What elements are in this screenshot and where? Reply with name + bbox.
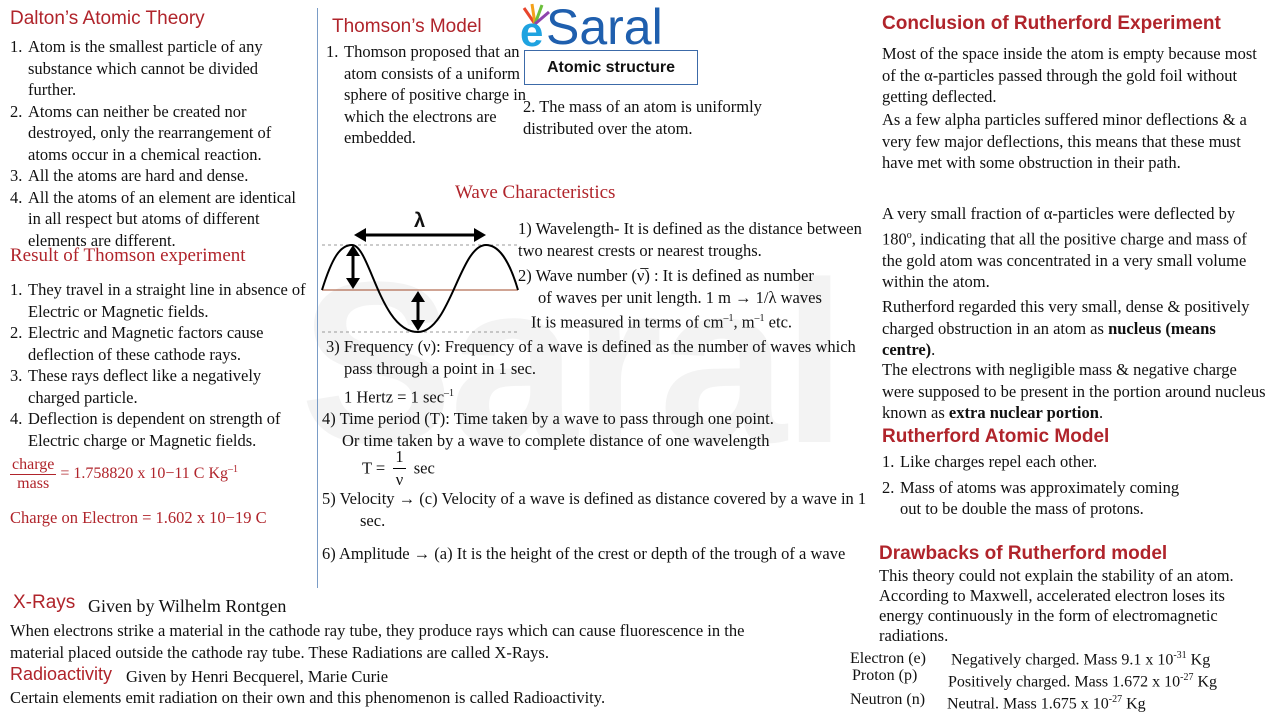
charge-mass-fraction: $\frac{\text{charge}}{\text{mass}}$ xyxy=(12,456,55,492)
thomson-model-title: Thomson’s Model xyxy=(332,16,482,37)
wave-number: 2) Wave number (ν̅) : It is defined as number of waves per unit length. 1 m → 1/λ waves It is measured in terms of $cm^{-1}$, $m^{-1}$ etc. xyxy=(518,266,822,332)
wave-amplitude: 6) Amplitude → (a) It is the height of the crest or depth of the trough of a wave xyxy=(322,544,846,563)
wave-wavelength: 1) Wavelength- It is defined as the distance between two nearest crests or nearest troughs. xyxy=(518,219,862,260)
dalton-list xyxy=(10,36,310,251)
charge-mass-ratio: $\frac{\text{charge}}{\text{mass}}$ = 1.758820 x 10−11 C $Kg^{-1}$ xyxy=(12,456,239,492)
drawbacks-title: Drawbacks of Rutherford model xyxy=(879,543,1168,564)
xrays-text: When electrons strike a material in the cathode ray tube, they produce rays which can cause fluorescence in the material placed outside the cathode ray tube. These Radiations are called X-Rays. xyxy=(10,621,745,662)
rutherford-conclusion-p1: Most of the space inside the atom is empty because most of the α-particles passed through the gold foil without getting deflected. xyxy=(882,44,1257,106)
wave-velocity: 5) Velocity → (c) Velocity of a wave is defined as distance covered by a wave in 1 sec. xyxy=(322,489,867,530)
thomson-result-item: 1. They travel in a straight line in absence of Electric or Magnetic fields. xyxy=(10,280,306,321)
rutherford-model-list xyxy=(882,451,1182,520)
dalton-title: Dalton’s Atomic Theory xyxy=(10,8,205,29)
wave-time-period: 4) Time period (T): Time taken by a wave to pass through one point. Or time taken by a wave to complete distance of one wavelength xyxy=(322,409,774,450)
thomson-result-title: Result of Thomson experiment xyxy=(10,245,246,266)
rutherford-model-item: 1. Like charges repel each other. xyxy=(882,452,1098,471)
logo-saral: Saral xyxy=(546,0,663,55)
particle-row-neutron: Neutron (n) Neutral. Mass 1.675 x $10^{-27}$ Kg xyxy=(850,691,1146,713)
electron-charge: Charge on Electron = 1.602 x 10−19 C xyxy=(10,508,267,527)
drawbacks-text: This theory could not explain the stability of an atom. According to Maxwell, accelerated electron loses its energy continuously in the form of electromagnetic radiations. xyxy=(879,566,1234,645)
wave-frequency: 3) Frequency (ν): Frequency of a wave is defined as the number of waves which pass through a point in 1 sec. xyxy=(326,337,856,378)
thomson-model-item2: 2. The mass of an atom is uniformly distributed over the atom. xyxy=(523,97,762,138)
rutherford-conclusion-p5: The electrons with negligible mass & negative charge were supposed to be present in the portion around nucleus known as extra nuclear portion. xyxy=(882,360,1266,422)
rutherford-model-item: 2. Mass of atoms was approximately coming out to be double the mass of protons. xyxy=(882,477,1180,518)
rutherford-conclusion-p2: As a few alpha particles suffered minor deflections & a very few major deflections, this means that these must have met with some obstruction in their path. xyxy=(882,110,1247,172)
radioactivity-text: Certain elements emit radiation on their own and this phenomenon is called Radioactivity. xyxy=(10,688,606,707)
particle-row-proton: Proton (p) Positively charged. Mass 1.672 x $10^{-27}$ Kg xyxy=(852,667,1218,691)
thomson-result-item: 2. Electric and Magnetic factors cause deflection of these cathode rays. xyxy=(10,323,264,364)
thomson-model-item1: 1. Thomson proposed that an atom consists of a uniform sphere of positive charge in which the electrons are embedded. xyxy=(326,42,527,147)
radioactivity-by: Given by Henri Becquerel, Marie Curie xyxy=(126,667,389,686)
time-period-formula: T = $\frac{1}{\nu}$ sec xyxy=(362,447,435,489)
rutherford-conclusion-p4: Rutherford regarded this very small, dense & positively charged obstruction in an atom as nucleus (means centre). xyxy=(882,297,1250,359)
dalton-item: 1. Atom is the smallest particle of any substance which cannot be divided further. xyxy=(10,37,263,99)
dalton-item: 3. All the atoms are hard and dense. xyxy=(10,166,249,185)
topic-badge: Atomic structure xyxy=(524,50,698,85)
rutherford-model-title: Rutherford Atomic Model xyxy=(882,426,1110,447)
xrays-title: X-Rays xyxy=(13,592,76,613)
particle-table xyxy=(850,647,1275,711)
lambda-label: λ xyxy=(414,210,426,232)
particle-row-electron: Electron (e) Negatively charged. Mass 9.1 x $10^{-31}$ Kg xyxy=(850,650,1211,669)
wave-title: Wave Characteristics xyxy=(455,182,616,203)
thomson-result-item: 4. Deflection is dependent on strength of Electric charge or Magnetic fields. xyxy=(10,409,281,450)
rutherford-conclusion-p3: A very small fraction of α-particles were deflected by 180$^o$, indicating that all the positive charge and mass of the gold atom was concentrated in a very small volume within the atom. xyxy=(882,204,1247,291)
rutherford-conclusion-title: Conclusion of Rutherford Experiment xyxy=(882,13,1221,34)
radioactivity-title: Radioactivity xyxy=(10,664,113,684)
logo-e: e xyxy=(520,8,544,55)
xrays-by: Given by Wilhelm Rontgen xyxy=(88,596,287,616)
thomson-result-item: 3. These rays deflect like a negatively charged particle. xyxy=(10,366,262,407)
thomson-result-list xyxy=(10,279,316,451)
left-column-divider xyxy=(317,8,318,588)
dalton-item: 2. Atoms can neither be created nor destroyed, only the rearrangement of atoms occur in a chemical reaction. xyxy=(10,101,272,164)
dalton-item: 4. All the atoms of an element are identical in all respect but atoms of different elements are different. xyxy=(10,187,297,250)
hertz-definition: 1 Hertz = 1 $\sec^{-1}$ xyxy=(344,387,455,407)
